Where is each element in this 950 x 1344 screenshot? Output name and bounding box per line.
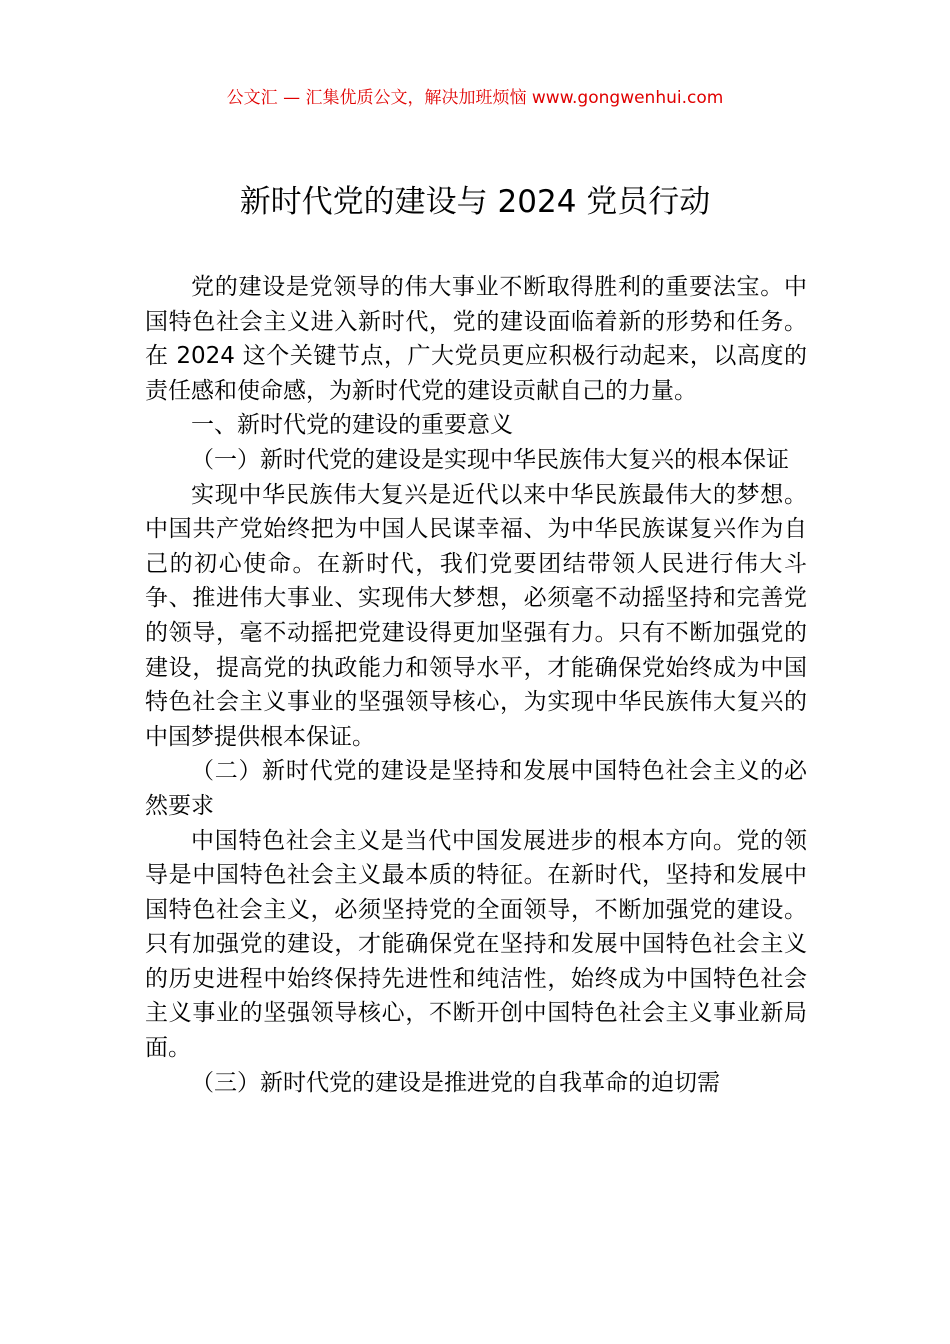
document-title: 新时代党的建设与 2024 党员行动 (239, 184, 711, 220)
site-header-link[interactable]: 公文汇 — 汇集优质公文，解决加班烦恼 www.gongwenhui.com (226, 88, 724, 108)
subsection-heading-3: （三）新时代党的建设是推进党的自我革命的迫切需 (191, 1069, 720, 1096)
paragraph-2: 中国特色社会主义是当代中国发展进步的根本方向。党的领导是中国特色社会主义最本质的特征。在新时代，坚持和发展中国特色社会主义，必须坚持党的全面领导，不断加强党的建设。只有加强党的建设，才能确保党在坚持和发展中国特色社会主义的历史进程中始终保持先进性和纯洁性，始终成为中国特色社会主义事业的坚强领导核心，不断开创中国特色社会主义事业新局面。 (145, 827, 807, 1062)
subsection-heading-2: （二）新时代党的建设是坚持和发展中国特色社会主义的必然要求 (145, 758, 807, 819)
subsection-heading-1: （一）新时代党的建设是实现中华民族伟大复兴的根本保证 (191, 446, 789, 473)
document-body (145, 270, 807, 1100)
paragraph-1: 实现中华民族伟大复兴是近代以来中华民族最伟大的梦想。中国共产党始终把为中国人民谋幸福、为中华民族谋复兴作为自己的初心使命。在新时代，我们党要团结带领人民进行伟大斗争、推进伟大事业、实现伟大梦想，必须毫不动摇坚持和完善党的领导，毫不动摇把党建设得更加坚强有力。只有不断加强党的建设，提高党的执政能力和领导水平，才能确保党始终成为中国特色社会主义事业的坚强领导核心，为实现中华民族伟大复兴的中国梦提供根本保证。 (145, 481, 807, 750)
section-heading-1: 一、新时代党的建设的重要意义 (191, 412, 513, 439)
paragraph-intro: 党的建设是党领导的伟大事业不断取得胜利的重要法宝。中国特色社会主义进入新时代，党的建设面临着新的形势和任务。在 2024 这个关键节点，广大党员更应积极行动起来，以高度的责任感和使命感，为新时代党的建设贡献自己的力量。 (145, 274, 807, 404)
